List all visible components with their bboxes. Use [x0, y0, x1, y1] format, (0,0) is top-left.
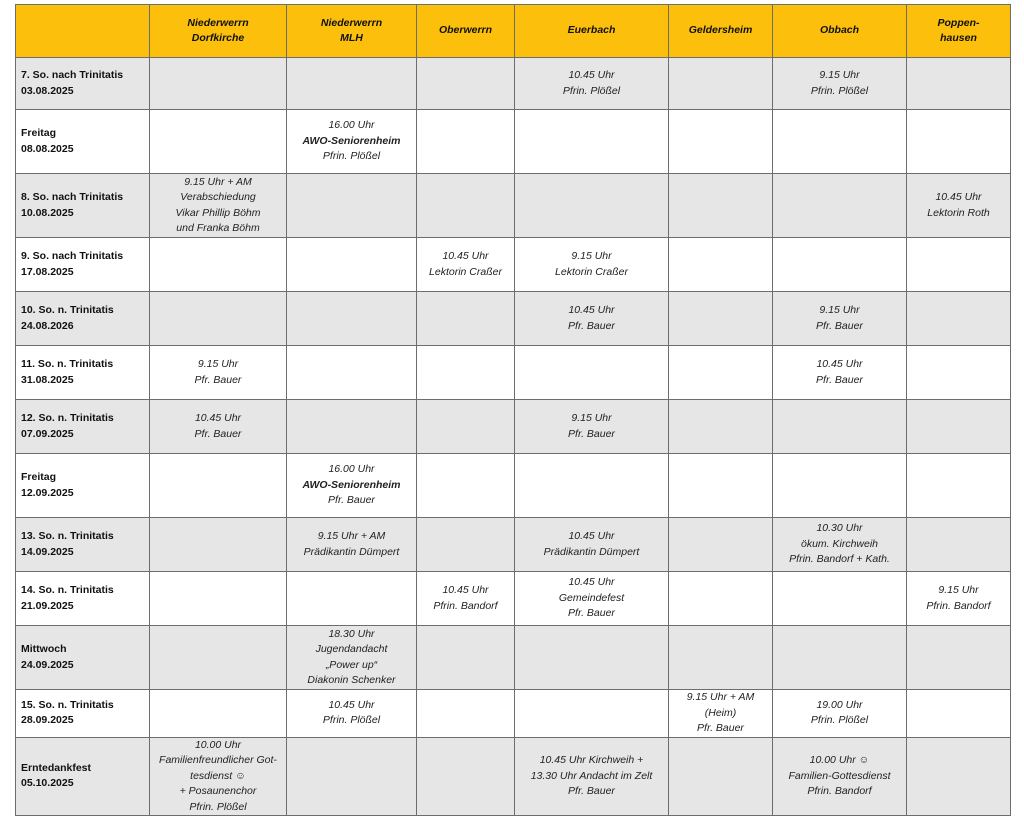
service-cell — [287, 690, 417, 738]
service-line: 9.15 Uhr + AM — [184, 175, 252, 188]
date-cell — [16, 174, 150, 238]
service-cell — [773, 346, 907, 400]
table-row — [16, 690, 1011, 738]
service-cell — [669, 346, 773, 400]
header-row — [16, 5, 1011, 58]
header-label: MLH — [340, 32, 363, 44]
service-cell — [150, 292, 287, 346]
service-line: Pfr. Bauer — [194, 427, 242, 440]
service-cell — [773, 690, 907, 738]
occasion-label: Freitag — [21, 471, 57, 483]
table-row — [16, 292, 1011, 346]
header-label: Niederwerrn — [320, 16, 383, 29]
service-cell — [515, 454, 669, 518]
table-row — [16, 737, 1011, 816]
service-cell — [417, 110, 515, 174]
header-label: Geldersheim — [688, 24, 753, 37]
service-cell — [669, 174, 773, 238]
service-line: Gemeindefest — [558, 591, 625, 604]
header-location — [515, 5, 669, 58]
date-label: 07.09.2025 — [21, 427, 74, 440]
occasion-label: 9. So. nach Trinitatis — [21, 250, 124, 262]
table-row — [16, 110, 1011, 174]
service-line: Pfr. Bauer — [568, 427, 615, 440]
date-label: 05.10.2025 — [21, 777, 74, 790]
service-cell — [515, 58, 669, 110]
date-label: 17.08.2025 — [21, 265, 74, 278]
date-label: 03.08.2025 — [21, 84, 74, 97]
date-label: 14.09.2025 — [21, 545, 74, 558]
header-location — [150, 5, 287, 58]
service-line: 13.30 Uhr Andacht im Zelt — [530, 769, 653, 782]
service-line: Pfr. Bauer — [194, 373, 242, 386]
service-line: Verabschiedung — [180, 191, 256, 203]
service-cell — [515, 238, 669, 292]
service-line: 9.15 Uhr + AM — [686, 691, 755, 703]
date-label: 08.08.2025 — [21, 142, 74, 155]
date-label: 24.08.2026 — [21, 319, 74, 332]
service-cell — [287, 626, 417, 690]
service-cell — [669, 238, 773, 292]
table-row — [16, 58, 1011, 110]
service-cell — [515, 292, 669, 346]
service-cell — [287, 346, 417, 400]
service-cell — [773, 626, 907, 690]
service-cell — [417, 572, 515, 626]
occasion-label: Freitag — [21, 127, 57, 139]
header-label: Obbach — [819, 24, 860, 37]
service-line: Pfrin. Plößel — [810, 84, 869, 97]
service-cell — [417, 238, 515, 292]
service-cell — [417, 690, 515, 738]
date-label: 21.09.2025 — [21, 599, 74, 612]
service-cell — [417, 346, 515, 400]
service-line: Pfrin. Bandorf — [807, 785, 872, 797]
service-cell — [417, 737, 515, 816]
service-cell — [669, 737, 773, 816]
service-line: Lektorin Roth — [927, 206, 990, 219]
service-line: 19.00 Uhr — [816, 698, 863, 711]
service-cell — [669, 292, 773, 346]
service-cell — [669, 572, 773, 626]
service-cell — [907, 737, 1011, 816]
service-line: 9.15 Uhr — [571, 412, 612, 424]
service-cell — [287, 110, 417, 174]
header-label: hausen — [940, 32, 977, 44]
service-cell — [287, 174, 417, 238]
service-line: 10.45 Uhr — [568, 576, 615, 589]
service-line: Pfr. Bauer — [568, 319, 615, 332]
service-line: 10.45 Uhr — [568, 69, 615, 81]
service-cell — [417, 174, 515, 238]
service-line: Pfrin. Bandorf — [926, 599, 991, 612]
service-line: Pfrin. Plößel — [322, 714, 381, 727]
service-cell — [669, 518, 773, 572]
service-cell — [669, 58, 773, 110]
service-cell — [287, 292, 417, 346]
service-line: Pfrin. Bandorf — [433, 599, 498, 612]
service-line: 9.15 Uhr — [819, 304, 860, 316]
service-line: Lektorin Craßer — [555, 265, 628, 278]
service-line: 16.00 Uhr — [328, 463, 375, 476]
date-label: 31.08.2025 — [21, 373, 74, 386]
service-cell — [150, 174, 287, 238]
service-line: 9.15 Uhr — [938, 584, 979, 596]
service-cell — [417, 292, 515, 346]
service-cell — [907, 690, 1011, 738]
service-cell — [150, 626, 287, 690]
service-cell — [907, 518, 1011, 572]
service-cell — [150, 690, 287, 738]
service-line: 10.30 Uhr — [816, 522, 863, 535]
service-cell — [773, 238, 907, 292]
service-line: ökum. Kirchweih — [800, 537, 879, 550]
date-cell — [16, 454, 150, 518]
service-line: 18.30 Uhr — [328, 627, 375, 640]
date-label: 28.09.2025 — [21, 714, 74, 727]
service-cell — [515, 690, 669, 738]
service-line: 9.15 Uhr — [571, 250, 612, 262]
service-cell — [907, 174, 1011, 238]
service-cell — [515, 626, 669, 690]
service-cell — [907, 110, 1011, 174]
service-line: Prädikantin Dümpert — [303, 545, 400, 558]
service-line: 9.15 Uhr — [819, 69, 860, 81]
service-cell — [907, 238, 1011, 292]
date-cell — [16, 58, 150, 110]
service-line: 10.45 Uhr — [935, 191, 982, 203]
occasion-label: 12. So. n. Trinitatis — [21, 412, 114, 424]
date-cell — [16, 737, 150, 816]
service-cell — [515, 518, 669, 572]
service-line: 10.45 Uhr — [568, 530, 615, 542]
header-label: Euerbach — [567, 24, 616, 37]
service-line: 10.45 Uhr — [442, 584, 489, 596]
service-cell — [150, 572, 287, 626]
service-line: Familienfreundlicher Got- — [159, 754, 277, 766]
table-row — [16, 626, 1011, 690]
occasion-label: 7. So. nach Trinitatis — [21, 69, 124, 81]
service-cell — [150, 454, 287, 518]
schedule-body — [16, 58, 1011, 816]
service-line: AWO-Seniorenheim — [302, 134, 401, 147]
service-line: 10.45 Uhr — [568, 304, 615, 316]
service-cell — [515, 572, 669, 626]
service-cell — [150, 110, 287, 174]
service-cell — [907, 626, 1011, 690]
occasion-label: 15. So. n. Trinitatis — [21, 698, 114, 711]
service-line: 10.00 Uhr ☺ — [809, 754, 870, 766]
service-line: 10.45 Uhr — [328, 698, 375, 711]
date-cell — [16, 400, 150, 454]
header-corner — [16, 5, 150, 58]
service-line: 16.00 Uhr — [328, 119, 375, 132]
service-cell — [669, 626, 773, 690]
date-label: 12.09.2025 — [21, 486, 74, 499]
header-location — [773, 5, 907, 58]
service-cell — [287, 572, 417, 626]
date-label: 24.09.2025 — [21, 658, 74, 671]
header-label: Oberwerrn — [438, 24, 493, 37]
service-line: Jugendandacht — [315, 643, 388, 655]
header-label: Poppen- — [937, 16, 980, 29]
service-cell — [515, 737, 669, 816]
service-cell — [287, 518, 417, 572]
service-line: Pfrin. Plößel — [322, 150, 381, 163]
service-cell — [773, 292, 907, 346]
service-cell — [669, 400, 773, 454]
service-cell — [150, 737, 287, 816]
worship-schedule-table — [15, 4, 1011, 816]
header-location — [287, 5, 417, 58]
service-line: „Power up“ — [325, 658, 378, 671]
service-cell — [150, 346, 287, 400]
header-label: Dorfkirche — [191, 32, 245, 44]
service-cell — [773, 400, 907, 454]
date-cell — [16, 346, 150, 400]
service-cell — [287, 400, 417, 454]
service-cell — [907, 454, 1011, 518]
service-line: Pfrin. Bandorf + Kath. — [789, 553, 890, 566]
table-row — [16, 400, 1011, 454]
date-cell — [16, 292, 150, 346]
service-line: 10.45 Uhr Kirchweih + — [539, 754, 644, 766]
service-line: + Posaunenchor — [179, 785, 257, 797]
service-cell — [417, 58, 515, 110]
service-cell — [287, 737, 417, 816]
table-row — [16, 346, 1011, 400]
date-label: 10.08.2025 — [21, 206, 74, 219]
service-line: Prädikantin Dümpert — [543, 545, 640, 558]
service-line: 10.00 Uhr — [194, 738, 242, 751]
service-line: 10.45 Uhr — [816, 358, 863, 370]
service-line: Pfrin. Plößel — [189, 800, 247, 813]
service-cell — [773, 174, 907, 238]
service-line: Pfr. Bauer — [816, 319, 863, 332]
service-cell — [669, 454, 773, 518]
occasion-label: 14. So. n. Trinitatis — [21, 584, 114, 596]
date-cell — [16, 690, 150, 738]
service-line: AWO-Seniorenheim — [302, 478, 401, 491]
table-row — [16, 174, 1011, 238]
date-cell — [16, 572, 150, 626]
service-cell — [417, 518, 515, 572]
service-line: 10.45 Uhr — [194, 412, 242, 424]
date-cell — [16, 518, 150, 572]
service-line: Lektorin Craßer — [429, 265, 502, 278]
service-line: Pfr. Bauer — [697, 722, 744, 734]
occasion-label: 10. So. n. Trinitatis — [21, 304, 114, 316]
service-line: (Heim) — [704, 706, 737, 719]
header-location — [417, 5, 515, 58]
occasion-label: 11. So. n. Trinitatis — [21, 358, 114, 370]
service-cell — [417, 400, 515, 454]
service-cell — [907, 58, 1011, 110]
service-cell — [287, 238, 417, 292]
occasion-label: Mittwoch — [21, 643, 67, 655]
service-cell — [773, 572, 907, 626]
service-line: Familien-Gottesdienst — [788, 769, 891, 782]
table-row — [16, 518, 1011, 572]
occasion-label: 13. So. n. Trinitatis — [21, 530, 114, 542]
header-location — [907, 5, 1011, 58]
service-line: Pfr. Bauer — [568, 607, 615, 620]
service-cell — [773, 58, 907, 110]
service-cell — [907, 292, 1011, 346]
service-cell — [515, 400, 669, 454]
service-cell — [150, 238, 287, 292]
header-label: Niederwerrn — [187, 16, 249, 29]
service-line: 9.15 Uhr + AM — [317, 530, 386, 542]
service-cell — [287, 58, 417, 110]
service-line: Pfrin. Plößel — [562, 84, 621, 97]
service-cell — [773, 518, 907, 572]
service-cell — [669, 690, 773, 738]
service-line: 10.45 Uhr — [442, 250, 489, 262]
service-line: tesdienst ☺ — [190, 769, 246, 782]
service-cell — [287, 454, 417, 518]
service-cell — [150, 518, 287, 572]
service-cell — [150, 400, 287, 454]
service-line: Pfr. Bauer — [816, 373, 863, 386]
table-row — [16, 454, 1011, 518]
service-cell — [515, 110, 669, 174]
service-cell — [907, 346, 1011, 400]
service-line: und Franka Böhm — [176, 222, 260, 234]
occasion-label: Erntedankfest — [21, 761, 92, 774]
date-cell — [16, 238, 150, 292]
service-cell — [907, 400, 1011, 454]
service-cell — [773, 110, 907, 174]
service-cell — [907, 572, 1011, 626]
service-cell — [515, 174, 669, 238]
service-cell — [417, 626, 515, 690]
header-location — [669, 5, 773, 58]
service-cell — [515, 346, 669, 400]
service-line: Pfr. Bauer — [328, 494, 375, 507]
table-row — [16, 572, 1011, 626]
date-cell — [16, 626, 150, 690]
occasion-label: 8. So. nach Trinitatis — [21, 191, 124, 203]
service-line: 9.15 Uhr — [197, 358, 239, 370]
service-line: Diakonin Schenker — [307, 674, 396, 686]
date-cell — [16, 110, 150, 174]
service-cell — [669, 110, 773, 174]
service-line: Pfrin. Plößel — [810, 714, 869, 727]
table-row — [16, 238, 1011, 292]
service-cell — [773, 737, 907, 816]
service-cell — [773, 454, 907, 518]
service-line: Pfr. Bauer — [568, 785, 615, 797]
service-cell — [417, 454, 515, 518]
service-cell — [150, 58, 287, 110]
service-line: Vikar Phillip Böhm — [175, 206, 261, 219]
